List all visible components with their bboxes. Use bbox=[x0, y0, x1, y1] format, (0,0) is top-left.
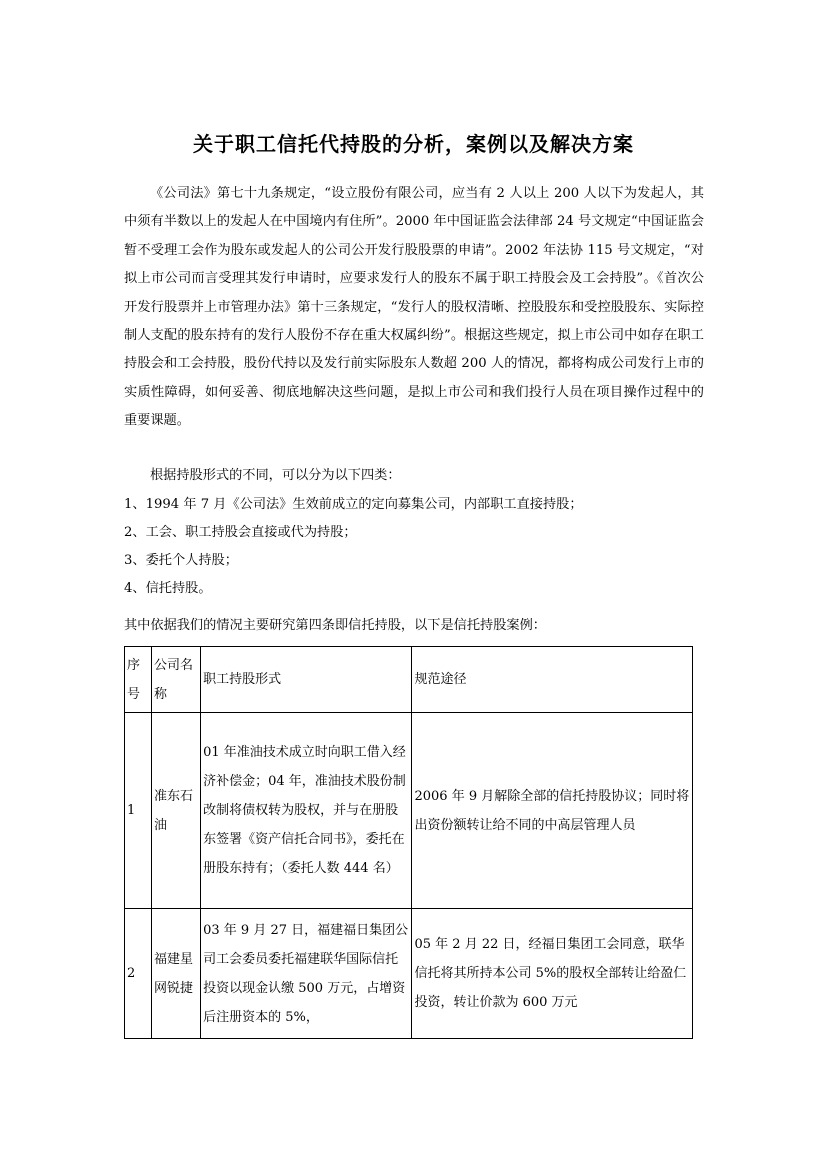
cell-form: 03 年 9 月 27 日，福建福日集团公司工会委员委托福建联华国际信托投资以现金认缴 500 万元，占增资后注册资本的 5%， bbox=[201, 909, 412, 1039]
type-item: 2、工会、职工持股会直接或代为持股； bbox=[124, 525, 357, 540]
cell-no: 2 bbox=[125, 909, 152, 1039]
cell-path: 05 年 2 月 22 日，经福日集团工会同意，联华信托将其所持本公司 5%的股权全部转让给盈仁投资，转让价款为 600 万元 bbox=[412, 909, 693, 1039]
intro-paragraph: 《公司法》第七十九条规定，“设立股份有限公司，应当有 2 人以上 200 人以下为发起人，其中须有半数以上的发起人在中国境内有住所”。2000 年中国证监会法律部 24 号文规定“中国证监会暂不受理工会作为股东或发起人的公司公开发行股股票的申请”。2002 年法协 115 号文规定，“对拟上市公司而言受理其发行申请时，应要求发行人的股东不属于职工持股会及工会持股”。《首次公开发行股票并上市管理办法》第十三条规定，“发行人的股权清晰、控股股东和受控股股东、实际控制人支配的股东持有的发行人股份不存在重大权属纠纷”。根据这些规定，拟上市公司中如存在职工持股会和工会持股，股份代持以及发行前实际股东人数超 200 人的情况，都将构成公司发行上市的实质性障碍，如何妥善、彻底地解决这些问题，是拟上市公司和我们投行人员在项目操作过程中的重要课题。 bbox=[124, 186, 704, 429]
table-row bbox=[125, 909, 693, 1039]
type-item: 3、委托个人持股； bbox=[124, 553, 238, 568]
cell-no: 1 bbox=[125, 713, 152, 909]
header-path: 规范途径 bbox=[412, 647, 693, 713]
header-form: 职工持股形式 bbox=[201, 647, 412, 713]
cell-form: 01 年准油技术成立时向职工借入经济补偿金；04 年，准油技术股份制改制将债权转为股权，并与在册股东签署《资产信托合同书》，委托在册股东持有；（委托人数 444 名） bbox=[201, 713, 412, 909]
table-row bbox=[125, 713, 693, 909]
table-lead: 其中依据我们的情况主要研究第四条即信托持股，以下是信托持股案例： bbox=[124, 618, 546, 633]
table-header-row bbox=[125, 647, 693, 713]
type-item: 1、1994 年 7 月《公司法》生效前成立的定向募集公司，内部职工直接持股； bbox=[124, 497, 583, 512]
type-item: 4、信托持股。 bbox=[124, 581, 212, 596]
header-company: 公司名称 bbox=[152, 647, 201, 713]
document-title: 关于职工信托代持股的分析，案例以及解决方案 bbox=[193, 132, 634, 156]
cell-company: 福建星网锐捷 bbox=[152, 909, 201, 1039]
case-table bbox=[124, 646, 693, 1039]
cell-path: 2006 年 9 月解除全部的信托持股协议；同时将出资份额转让给不同的中高层管理人员 bbox=[412, 713, 693, 909]
header-no: 序号 bbox=[125, 647, 152, 713]
classify-lead: 根据持股形式的不同，可以分为以下四类： bbox=[150, 468, 401, 483]
cell-company: 准东石油 bbox=[152, 713, 201, 909]
